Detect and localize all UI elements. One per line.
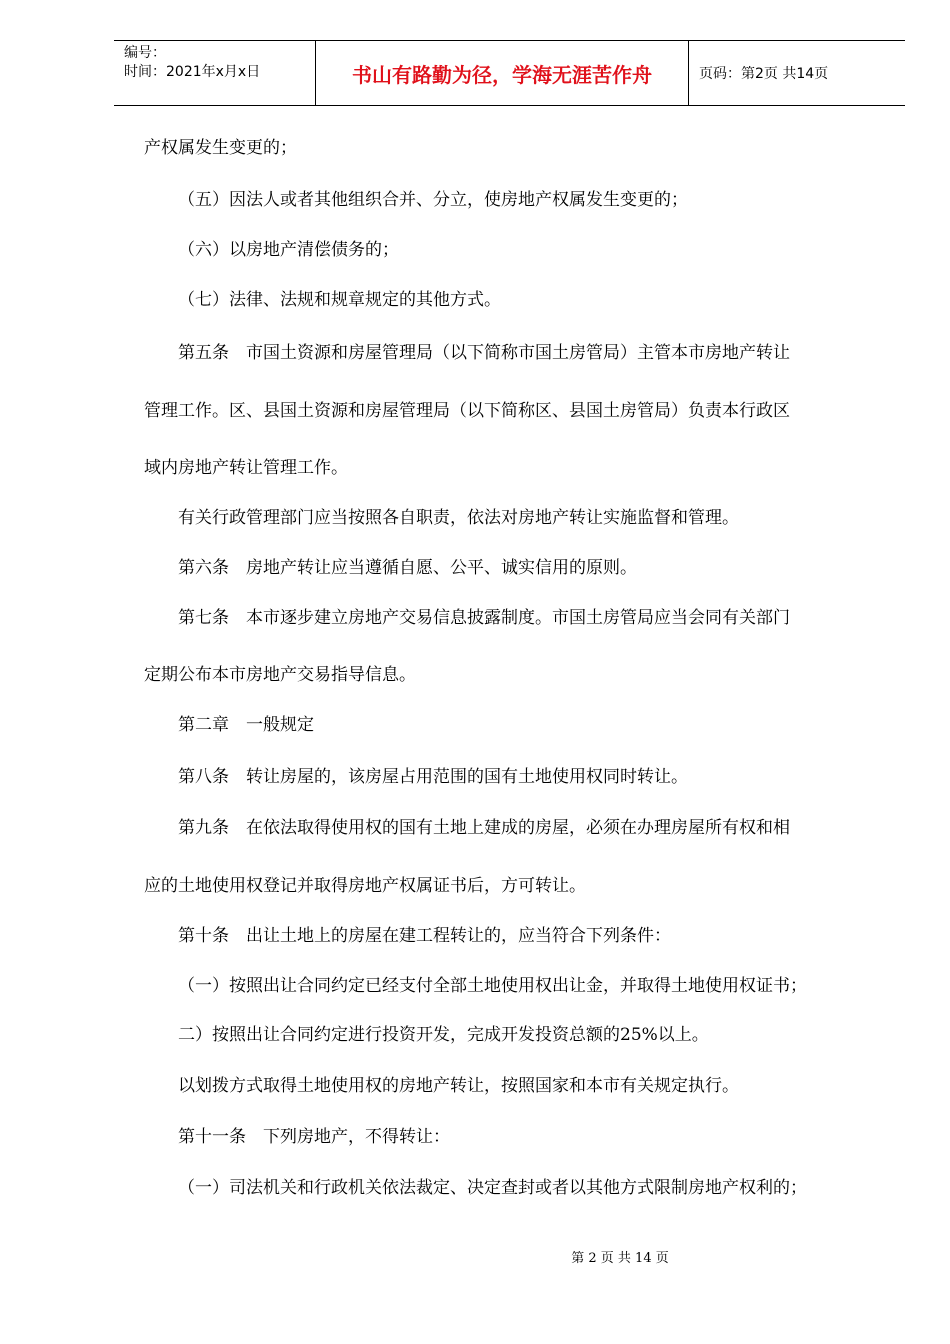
- text-line: 第八条 转让房屋的，该房屋占用范围的国有土地使用权同时转让。: [178, 767, 688, 787]
- text-line: 有关行政管理部门应当按照各自职责，依法对房地产转让实施监督和管理。: [178, 508, 739, 528]
- chapter-heading: 第二章 一般规定: [178, 715, 314, 735]
- text-line: （七）法律、法规和规章规定的其他方式。: [178, 290, 501, 310]
- text-line: （五）因法人或者其他组织合并、分立，使房地产权属发生变更的；: [178, 190, 688, 210]
- text-line: 应的土地使用权登记并取得房地产权属证书后，方可转让。: [144, 876, 586, 896]
- text-line: （一）司法机关和行政机关依法裁定、决定查封或者以其他方式限制房地产权利的；: [178, 1178, 807, 1198]
- header-motto: 书山有路勤为径，学海无涯苦作舟: [316, 41, 689, 105]
- text-line: 定期公布本市房地产交易指导信息。: [144, 665, 416, 685]
- page-footer: 第 2 页 共 14 页: [571, 1251, 669, 1266]
- text-line: 管理工作。区、县国土资源和房屋管理局（以下简称区、县国土房管局）负责本行政区: [144, 401, 790, 421]
- text-line: 二）按照出让合同约定进行投资开发，完成开发投资总额的25%以上。: [178, 1025, 709, 1045]
- document-header: [114, 40, 905, 106]
- text-line: 以划拨方式取得土地使用权的房地产转让，按照国家和本市有关规定执行。: [178, 1076, 739, 1096]
- text-line: 产权属发生变更的；: [144, 138, 297, 158]
- text-line: （六）以房地产清偿债务的；: [178, 240, 399, 260]
- text-line: 第六条 房地产转让应当遵循自愿、公平、诚实信用的原则。: [178, 558, 637, 578]
- text-line: （一）按照出让合同约定已经支付全部土地使用权出让金，并取得土地使用权证书；: [178, 976, 807, 996]
- text-line: 第五条 市国土资源和房屋管理局（以下简称市国土房管局）主管本市房地产转让: [178, 343, 790, 363]
- number-label: 编号：: [124, 45, 166, 61]
- text-line: 第十一条 下列房地产，不得转让：: [178, 1127, 450, 1147]
- text-line: 第七条 本市逐步建立房地产交易信息披露制度。市国土房管局应当会同有关部门: [178, 608, 790, 628]
- text-line: 第九条 在依法取得使用权的国有土地上建成的房屋，必须在办理房屋所有权和相: [178, 818, 790, 838]
- text-line: 域内房地产转让管理工作。: [144, 458, 348, 478]
- header-page-label: 页码：第2页 共14页: [699, 66, 829, 82]
- text-line: 第十条 出让土地上的房屋在建工程转让的，应当符合下列条件：: [178, 926, 671, 946]
- header-meta: [114, 41, 316, 105]
- time-label: 时间：2021年x月x日: [124, 64, 261, 80]
